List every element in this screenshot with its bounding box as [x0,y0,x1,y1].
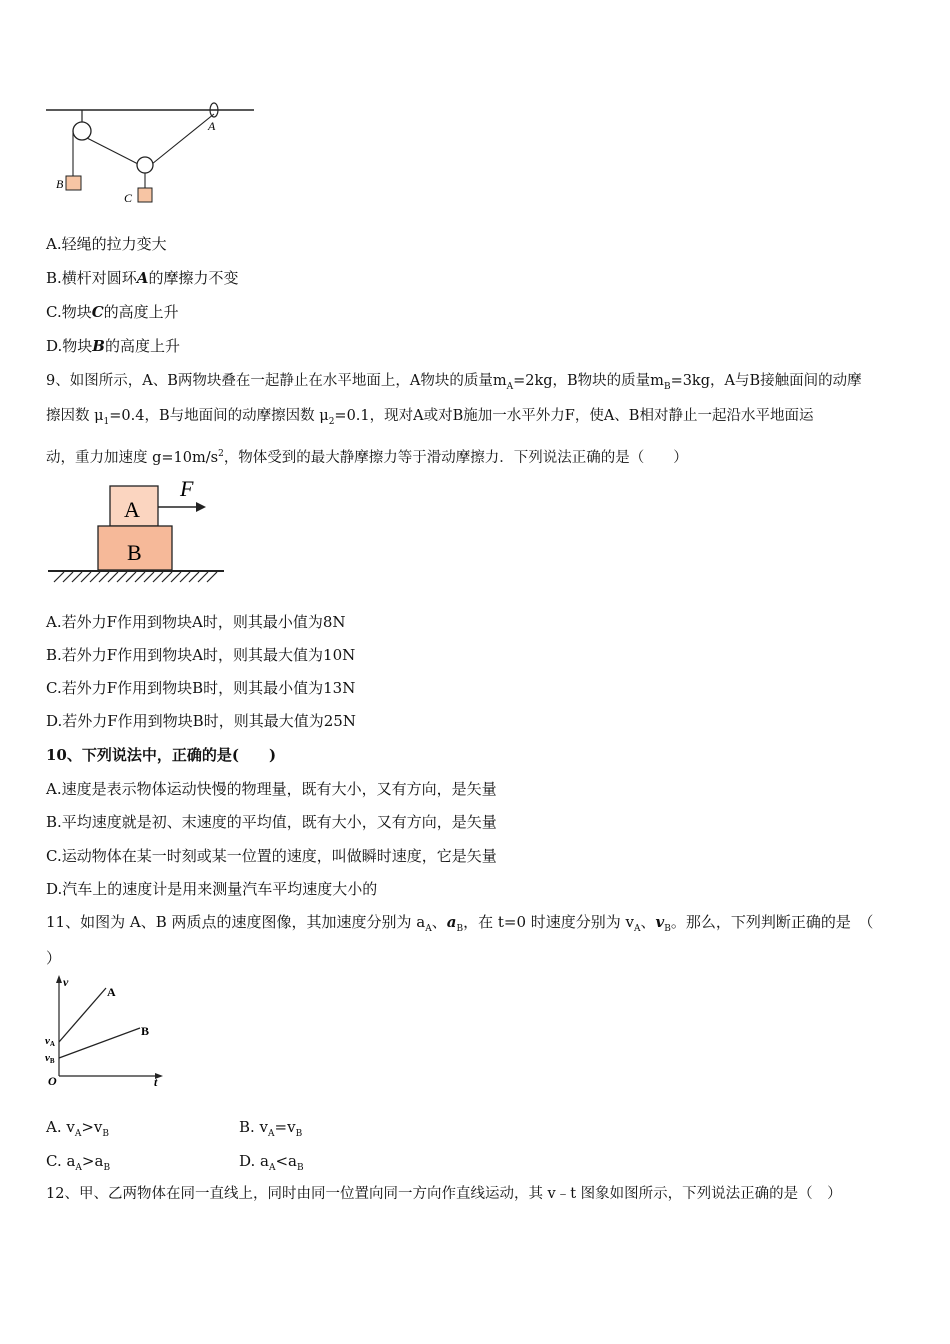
q12-title: 12、甲、乙两物体在同一直线上，同时由同一位置向同一方向作直线运动，其 v﹣t 图象如图所示，下列说法正确的是（ ） [46,1186,842,1202]
q10-option-d: D.汽车上的速度计是用来测量汽车平均速度大小的 [46,880,378,898]
label-c: C [124,191,133,205]
q11-option-a: A. $v_A>v_B$ [46,1118,110,1139]
q8-option-b: B.横杆对圆环A的摩擦力不变 [46,269,239,287]
q10-option-a: A.速度是表示物体运动快慢的物理量，既有大小，又有方向，是矢量 [46,780,497,798]
ground-hatch [54,572,217,582]
origin-label: O [48,1074,57,1088]
block-c [138,188,152,202]
rope-to-ring [152,114,214,164]
line-b-label: B [141,1024,150,1038]
q10-title: 10、下列说法中，正确的是( ) [46,746,277,764]
block-b [66,176,81,190]
q11-stem-line2: ） [46,949,62,967]
line-b [59,1028,140,1058]
q11-stem-line1: 11、如图为 A、B 两质点的速度图像，其加速度分别为 $a_A$、$a_B$，在 t=0 时速度分别为 $v_A$、$v_B$。那么，下列判断正确的是 （ [46,913,874,934]
label-b: B [56,177,64,191]
q8-option-a: A.轻绳的拉力变大 [46,235,167,253]
force-arrow-head [196,502,206,512]
q10-option-b: B.平均速度就是初、末速度的平均值，既有大小，又有方向，是矢量 [46,813,497,831]
v-axis-arrow [56,975,62,983]
v-axis-label: v [63,975,69,989]
rope-to-moving-pulley [87,138,138,164]
q9-stem-line1: 9、如图所示，A、B两物块叠在一起静止在水平地面上，A物块的质量$m_A=2kg$，B物块的质量$m_B=3kg$，A与B接触面间的动摩 [46,373,862,392]
block-a-label: A [124,497,140,522]
velocity-time-graph [44,972,170,1090]
block-b-label: B [127,540,142,565]
t-axis-label: t [154,1075,158,1089]
pulley-figure [46,98,260,210]
q9-option-a: A.若外力F作用到物块A时，则其最小值为8N [46,613,346,631]
q9-stem-line3: 动，重力加速度 $g=10m/s^2$，物体受到的最大静摩擦力等于滑动摩擦力．下列说法正确的是（ ） [46,449,688,466]
fixed-pulley [73,122,91,140]
q11-option-b: B. $v_A=v_B$ [239,1118,303,1139]
q8-option-d: D.物块B的高度上升 [46,337,180,355]
q10-option-c: C.运动物体在某一时刻或某一位置的速度，叫做瞬时速度，它是矢量 [46,847,497,865]
line-a [59,988,106,1042]
q9-option-d: D.若外力F作用到物块B时，则其最大值为25N [46,712,356,730]
stacked-blocks-figure [46,474,226,592]
line-a-label: A [107,985,116,999]
q11-option-d: D. $a_A<a_B$ [239,1152,304,1173]
force-label: F [180,476,194,501]
label-a: A [208,119,216,133]
q11-option-c: C. $a_A>a_B$ [46,1152,111,1173]
q9-option-c: C.若外力F作用到物块B时，则其最小值为13N [46,679,356,697]
va-label: vA [45,1035,55,1048]
q9-option-b: B.若外力F作用到物块A时，则其最大值为10N [46,646,356,664]
moving-pulley [137,157,153,173]
q9-stem-line2: 擦因数 $\mu_1=0.4$，B与地面间的动摩擦因数 $\mu_2=0.1$，现对A或对B施加一水平外力F，使A、B相对静止一起沿水平地面运 [46,408,814,427]
vb-label: vB [45,1052,55,1065]
q8-option-c: C.物块C的高度上升 [46,303,179,321]
